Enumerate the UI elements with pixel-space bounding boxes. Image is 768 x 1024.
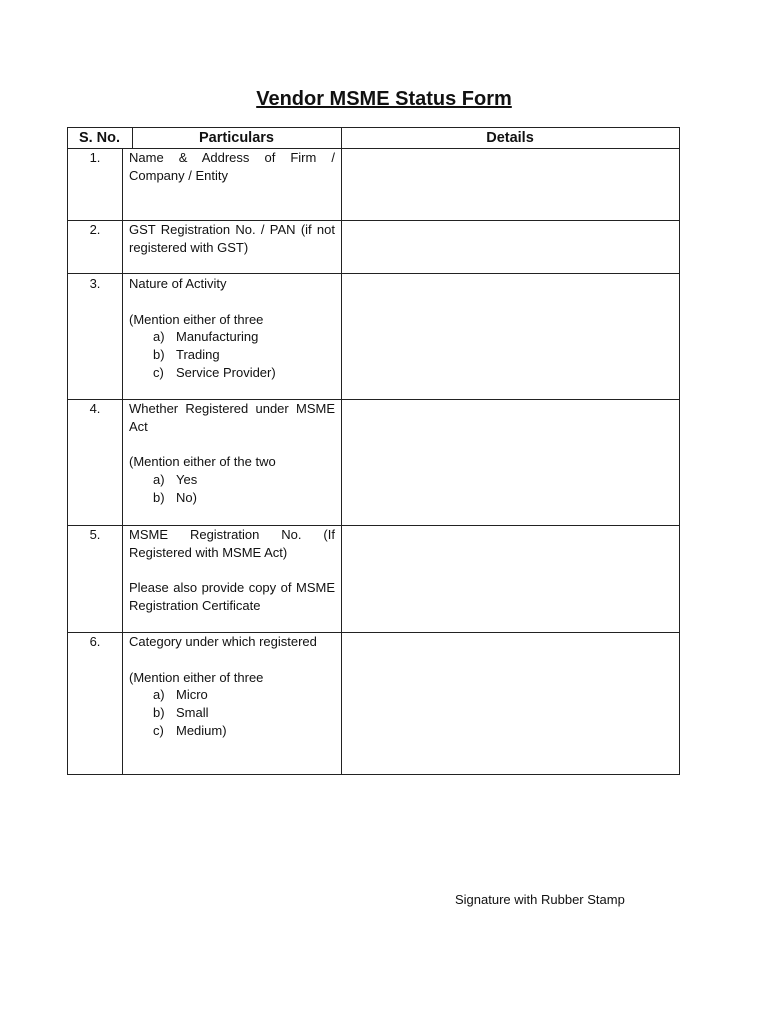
header-details: Details [486, 130, 534, 146]
row-4-options [129, 471, 335, 507]
row-6-sno: 6. [89, 634, 101, 649]
row-5-particulars [129, 526, 335, 615]
option-text: Manufacturing [176, 329, 259, 345]
option-text: No) [176, 489, 197, 505]
option-text: Trading [176, 347, 220, 363]
column-divider [122, 148, 123, 775]
table-border-right [679, 127, 680, 775]
row-4-particulars [129, 400, 335, 507]
list-item [129, 722, 335, 740]
row-2-details-field[interactable] [342, 221, 679, 273]
row-3-particulars [129, 275, 335, 382]
option-marker: c) [153, 722, 164, 738]
row-6-particulars [129, 633, 335, 740]
table-border-bottom [67, 774, 680, 775]
list-item [129, 328, 335, 346]
header-particulars: Particulars [199, 130, 274, 146]
list-item [129, 364, 335, 382]
list-item [129, 346, 335, 364]
form-title-text: Vendor MSME Status Form [256, 88, 512, 110]
option-marker: c) [153, 364, 164, 380]
option-text: Yes [176, 472, 198, 488]
row-6-options [129, 686, 335, 739]
option-marker: b) [153, 489, 165, 505]
option-text: Service Provider) [176, 364, 276, 380]
row-1-particulars: Name & Address of Firm / Company / Entity [129, 150, 335, 183]
option-marker: a) [153, 329, 165, 345]
row-5-note: Please also provide copy of MSME Registration Certificate [129, 580, 335, 614]
row-4-label: Whether Registered under MSME Act [129, 401, 335, 434]
signature-label: Signature with Rubber Stamp [455, 892, 625, 907]
row-1-sno: 1. [89, 150, 101, 165]
row-3-details-field[interactable] [342, 274, 679, 399]
row-1-details-field[interactable] [342, 149, 679, 220]
row-5-details-field[interactable] [342, 526, 679, 632]
list-item [129, 471, 335, 489]
row-2-sno: 2. [89, 222, 101, 237]
list-item [129, 489, 335, 507]
row-4-note: (Mention either of the two [129, 454, 276, 470]
row-3-note: (Mention either of three [129, 311, 264, 327]
row-5-sno: 5. [89, 527, 101, 542]
row-3-options [129, 328, 335, 381]
row-4-details-field[interactable] [342, 400, 679, 525]
option-marker: a) [153, 687, 165, 703]
option-marker: b) [153, 347, 165, 363]
row-3-sno: 3. [89, 276, 101, 291]
row-6-note: (Mention either of three [129, 669, 264, 685]
option-text: Micro [176, 687, 208, 703]
list-item [129, 704, 335, 722]
row-6-label: Category under which registered [129, 634, 317, 649]
row-6-details-field[interactable] [342, 633, 679, 774]
list-item [129, 686, 335, 704]
option-text: Medium) [176, 722, 227, 738]
row-3-label: Nature of Activity [129, 276, 227, 291]
option-marker: b) [153, 705, 165, 721]
row-4-sno: 4. [89, 401, 101, 416]
row-2-particulars: GST Registration No. / PAN (if not registered with GST) [129, 222, 335, 255]
row-5-label: MSME Registration No. (If Registered with MSME Act) [129, 527, 335, 560]
header-sno: S. No. [78, 130, 121, 146]
option-text: Small [176, 705, 209, 721]
option-marker: a) [153, 472, 165, 488]
